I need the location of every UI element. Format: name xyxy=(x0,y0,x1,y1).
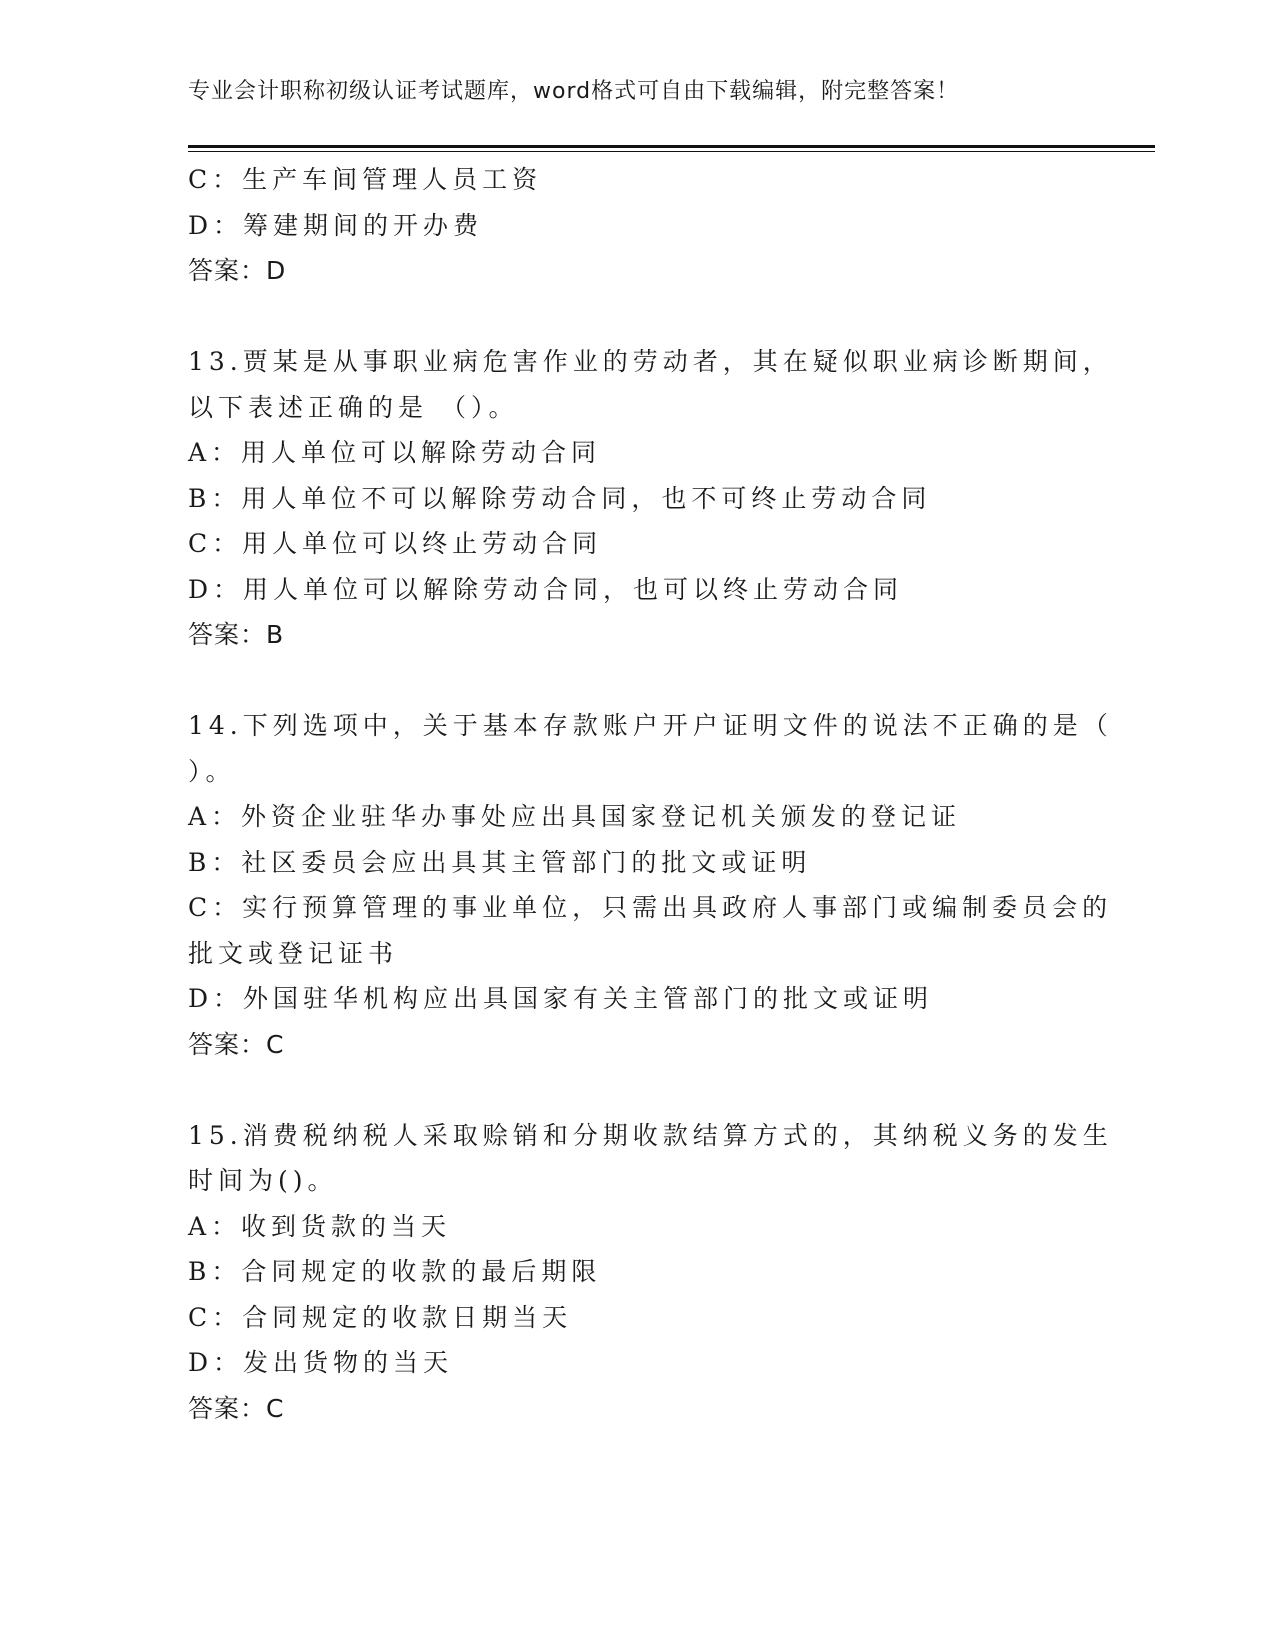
question-14 xyxy=(188,703,1113,1067)
option-line: D：筹建期间的开办费 xyxy=(188,210,484,240)
option-line: B：社区委员会应出具其主管部门的批文或证明 xyxy=(188,847,812,877)
option-line: B：用人单位不可以解除劳动合同，也不可终止劳动合同 xyxy=(188,483,932,513)
prev-question xyxy=(188,157,1068,294)
question-stem: 15.消费税纳税人采取赊销和分期收款结算方式的，其纳税义务的发生 xyxy=(188,1120,1113,1150)
answer-line: 答案：B xyxy=(188,620,285,649)
answer-line: 答案：C xyxy=(188,1393,285,1423)
question-13 xyxy=(188,339,1113,658)
option-line: C：实行预算管理的事业单位，只需出具政府人事部门或编制委员会的 xyxy=(188,893,1113,922)
question-stem: ）。 xyxy=(188,756,236,786)
option-line: D：发出货物的当天 xyxy=(188,1348,454,1377)
option-line: C：合同规定的收款日期当天 xyxy=(188,1302,573,1332)
answer-line: 答案：C xyxy=(188,1029,285,1059)
question-15 xyxy=(188,1113,1113,1432)
option-line: A：外资企业驻华办事处应出具国家登记机关颁发的登记证 xyxy=(188,802,962,831)
option-line: 批文或登记证书 xyxy=(188,938,399,968)
answer-line: 答案：D xyxy=(188,256,287,285)
option-line: A：用人单位可以解除劳动合同 xyxy=(188,438,602,467)
question-stem: 时间为()。 xyxy=(188,1166,338,1195)
option-line: C：生产车间管理人员工资 xyxy=(188,165,543,194)
document-body xyxy=(188,157,1113,1431)
option-line: D：外国驻华机构应出具国家有关主管部门的批文或证明 xyxy=(188,984,934,1013)
option-line: D：用人单位可以解除劳动合同，也可以终止劳动合同 xyxy=(188,574,904,604)
question-stem: 14.下列选项中，关于基本存款账户开户证明文件的说法不正确的是（ xyxy=(188,711,1113,740)
header-rule-thick xyxy=(188,145,1155,148)
option-line: B：合同规定的收款的最后期限 xyxy=(188,1257,602,1286)
option-line: C：用人单位可以终止劳动合同 xyxy=(188,529,603,558)
question-stem: 以下表述正确的是 （）。 xyxy=(188,392,519,422)
option-line: A：收到货款的当天 xyxy=(188,1211,452,1241)
page-header: 专业会计职称初级认证考试题库，word格式可自由下载编辑，附完整答案！ xyxy=(188,79,960,104)
question-stem: 13.贾某是从事职业病危害作业的劳动者，其在疑似职业病诊断期间， xyxy=(188,347,1113,376)
header-rule-thin xyxy=(188,151,1155,152)
